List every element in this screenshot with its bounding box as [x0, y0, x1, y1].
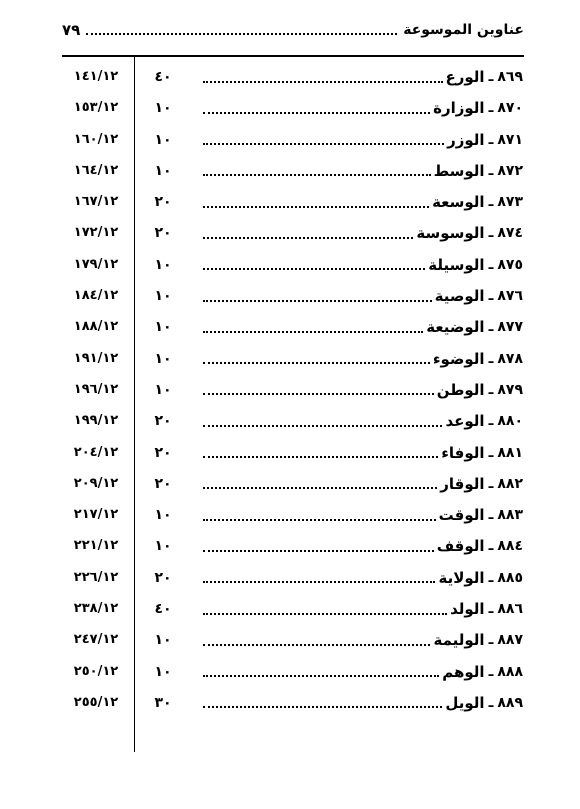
entry-leader-dots — [203, 416, 442, 427]
entry-title: الوعد — [445, 412, 485, 431]
index-row — [0, 377, 580, 408]
entry-number: ٨٧٦ — [497, 288, 523, 305]
entry-count: ٢٠ — [154, 225, 172, 242]
entry-reference: ٢٤٧/١٢ — [73, 632, 119, 648]
entry-dash: ـ — [488, 288, 494, 305]
entry-dash: ـ — [488, 225, 494, 242]
entry-dash: ـ — [488, 381, 494, 398]
entry-dash: ـ — [488, 601, 494, 618]
entry-title: الوضيعة — [426, 318, 485, 337]
entry-title: الوسعة — [432, 193, 485, 212]
entry-cell — [203, 314, 523, 340]
entry-count: ٢٠ — [154, 475, 172, 492]
entry-number: ٨٨٥ — [497, 569, 523, 586]
entry-cell — [203, 127, 523, 153]
entry-number: ٨٧٥ — [497, 256, 523, 273]
entry-leader-dots — [203, 197, 429, 208]
entry-reference: ٢٣٨/١٢ — [73, 601, 119, 617]
entry-dash: ـ — [488, 444, 494, 461]
entry-dash: ـ — [488, 100, 494, 117]
entry-title: الوزر — [447, 130, 485, 149]
entry-title: الوقت — [438, 506, 485, 525]
running-header — [62, 18, 524, 42]
entry-leader-dots — [203, 228, 413, 239]
entry-dash: ـ — [488, 319, 494, 336]
entry-leader-dots — [203, 510, 436, 521]
entry-count: ١٠ — [154, 131, 172, 148]
entry-cell — [203, 627, 523, 653]
entry-cell — [203, 690, 523, 716]
entry-count: ٢٠ — [154, 569, 172, 586]
entry-title: الوسوسة — [416, 224, 485, 243]
entry-number: ٨٨٦ — [497, 601, 523, 618]
entry-number: ٨٨٨ — [497, 663, 523, 680]
index-row — [0, 252, 580, 283]
entry-cell — [203, 565, 523, 591]
entry-count: ١٠ — [154, 162, 172, 179]
entry-title: الوسيلة — [428, 255, 485, 274]
entry-count: ٣٠ — [154, 694, 172, 711]
entry-cell — [203, 220, 523, 246]
entry-leader-dots — [203, 103, 430, 114]
entry-reference: ١٧٢/١٢ — [73, 225, 119, 241]
entry-reference: ١٨٨/١٢ — [73, 319, 119, 335]
index-row — [0, 408, 580, 439]
entry-number: ٨٨١ — [497, 444, 523, 461]
entry-cell — [203, 408, 523, 434]
index-row — [0, 659, 580, 690]
entry-leader-dots — [203, 635, 430, 646]
entry-reference: ١٩٦/١٢ — [73, 381, 119, 397]
entry-count: ١٠ — [154, 256, 172, 273]
entry-count: ١٠ — [154, 288, 172, 305]
entry-count: ٢٠ — [154, 413, 172, 430]
entry-reference: ١٩٩/١٢ — [73, 413, 119, 429]
entry-number: ٨٨٧ — [497, 632, 523, 649]
entry-cell — [203, 64, 523, 90]
index-row — [0, 314, 580, 345]
entry-dash: ـ — [488, 507, 494, 524]
entry-number: ٨٨٤ — [497, 538, 523, 555]
entry-count: ١٠ — [154, 538, 172, 555]
entry-dash: ـ — [488, 663, 494, 680]
entry-count: ١٠ — [154, 100, 172, 117]
entry-reference: ٢٠٤/١٢ — [73, 444, 119, 460]
entry-title: الوصية — [434, 287, 485, 306]
index-row — [0, 471, 580, 502]
entry-leader-dots — [203, 72, 443, 83]
index-row — [0, 346, 580, 377]
entry-count: ٤٠ — [154, 69, 172, 85]
entry-count: ١٠ — [154, 632, 172, 649]
entry-number: ٨٨٣ — [497, 507, 523, 524]
entry-number: ٨٧٠ — [497, 100, 523, 117]
entry-leader-dots — [203, 447, 438, 458]
entry-reference: ٢٥٠/١٢ — [73, 663, 119, 679]
entry-number: ٨٧٢ — [497, 162, 523, 179]
index-row — [0, 64, 580, 95]
entry-dash: ـ — [488, 475, 494, 492]
entry-cell — [203, 533, 523, 559]
entry-reference: ١٤١/١٢ — [73, 69, 119, 84]
entry-count: ١٠ — [154, 350, 172, 367]
entry-leader-dots — [203, 666, 439, 677]
entry-count: ٤٠ — [154, 601, 172, 618]
entry-count: ١٠ — [154, 381, 172, 398]
entry-count: ١٠ — [154, 663, 172, 680]
entry-number: ٨٧٩ — [497, 381, 523, 398]
entry-cell — [203, 346, 523, 372]
entry-reference: ١٦٧/١٢ — [73, 194, 119, 210]
entry-dash: ـ — [488, 413, 494, 430]
entry-title: الويل — [445, 693, 485, 712]
index-row — [0, 283, 580, 314]
index-row — [0, 502, 580, 533]
entry-title: الولاية — [438, 568, 485, 587]
entry-number: ٨٧٧ — [497, 319, 523, 336]
entry-leader-dots — [203, 291, 432, 302]
entry-dash: ـ — [488, 538, 494, 555]
entry-reference: ٢٢٦/١٢ — [73, 569, 119, 585]
entry-reference: ١٦٤/١٢ — [73, 162, 119, 178]
entry-title: الوزارة — [433, 99, 485, 118]
index-row — [0, 158, 580, 189]
entry-count: ٢٠ — [154, 194, 172, 211]
index-row — [0, 596, 580, 627]
entry-number: ٨٨٠ — [497, 413, 523, 430]
entry-cell — [203, 252, 523, 278]
entry-leader-dots — [203, 165, 431, 176]
index-row — [0, 627, 580, 658]
header-title: عناوين الموسوعة — [403, 22, 524, 38]
entry-leader-dots — [203, 478, 437, 489]
entry-number: ٨٧٨ — [497, 350, 523, 367]
entry-dash: ـ — [488, 69, 494, 85]
entry-leader-dots — [203, 604, 447, 615]
entry-title: الوقار — [440, 474, 485, 493]
index-row — [0, 690, 580, 721]
page-number: ٧٩ — [62, 21, 81, 39]
entry-dash: ـ — [488, 694, 494, 711]
entry-cell — [203, 440, 523, 466]
entry-number: ٨٧٤ — [497, 225, 523, 242]
entry-reference: ١٦٠/١٢ — [73, 131, 119, 147]
entry-title: الولد — [450, 600, 485, 619]
index-row — [0, 127, 580, 158]
entry-title: الوطن — [436, 380, 485, 399]
entry-reference: ٢٥٥/١٢ — [73, 694, 119, 710]
entry-dash: ـ — [488, 162, 494, 179]
entry-title: الوفاء — [441, 443, 485, 462]
index-row — [0, 95, 580, 126]
entry-number: ٨٧٣ — [497, 194, 523, 211]
entry-cell — [203, 659, 523, 685]
entry-dash: ـ — [488, 350, 494, 367]
entry-reference: ١٩١/١٢ — [73, 350, 119, 366]
entry-reference: ٢٠٩/١٢ — [73, 475, 119, 491]
entry-dash: ـ — [488, 632, 494, 649]
entry-leader-dots — [203, 134, 444, 145]
entry-cell — [203, 502, 523, 528]
entry-number: ٨٨٩ — [497, 694, 523, 711]
entry-reference: ١٥٣/١٢ — [73, 100, 119, 116]
entry-leader-dots — [203, 541, 434, 552]
entry-dash: ـ — [488, 131, 494, 148]
entry-cell — [203, 95, 523, 121]
entry-leader-dots — [203, 384, 434, 395]
entry-cell — [203, 189, 523, 215]
index-row — [0, 189, 580, 220]
entry-cell — [203, 596, 523, 622]
entry-cell — [203, 283, 523, 309]
entry-cell — [203, 158, 523, 184]
entry-count: ٢٠ — [154, 444, 172, 461]
entry-reference: ١٨٤/١٢ — [73, 288, 119, 304]
entry-leader-dots — [203, 322, 423, 333]
entry-reference: ٢٢١/١٢ — [73, 538, 119, 554]
entry-title: الوليمة — [433, 631, 485, 650]
header-leader-dots — [86, 25, 397, 35]
entry-leader-dots — [203, 259, 425, 270]
entry-number: ٨٦٩ — [497, 69, 523, 85]
entry-number: ٨٨٢ — [497, 475, 523, 492]
entry-title: الوقف — [436, 537, 485, 556]
entry-leader-dots — [203, 572, 435, 583]
entry-count: ١٠ — [154, 319, 172, 336]
entry-cell — [203, 471, 523, 497]
entry-reference: ١٧٩/١٢ — [73, 256, 119, 272]
entry-title: الوهم — [442, 662, 485, 681]
entry-dash: ـ — [488, 569, 494, 586]
entry-leader-dots — [203, 353, 430, 364]
entry-number: ٨٧١ — [497, 131, 523, 148]
index-row — [0, 440, 580, 471]
header-rule — [62, 55, 524, 57]
entry-title: الوضوء — [432, 349, 485, 368]
entry-dash: ـ — [488, 256, 494, 273]
entry-leader-dots — [203, 697, 442, 708]
index-table — [0, 64, 580, 721]
entry-cell — [203, 377, 523, 403]
entry-count: ١٠ — [154, 507, 172, 524]
index-row — [0, 565, 580, 596]
index-row — [0, 533, 580, 564]
entry-reference: ٢١٧/١٢ — [73, 507, 119, 523]
entry-title: الورع — [445, 68, 485, 86]
index-row — [0, 220, 580, 251]
entry-dash: ـ — [488, 194, 494, 211]
entry-title: الوسط — [433, 161, 485, 180]
